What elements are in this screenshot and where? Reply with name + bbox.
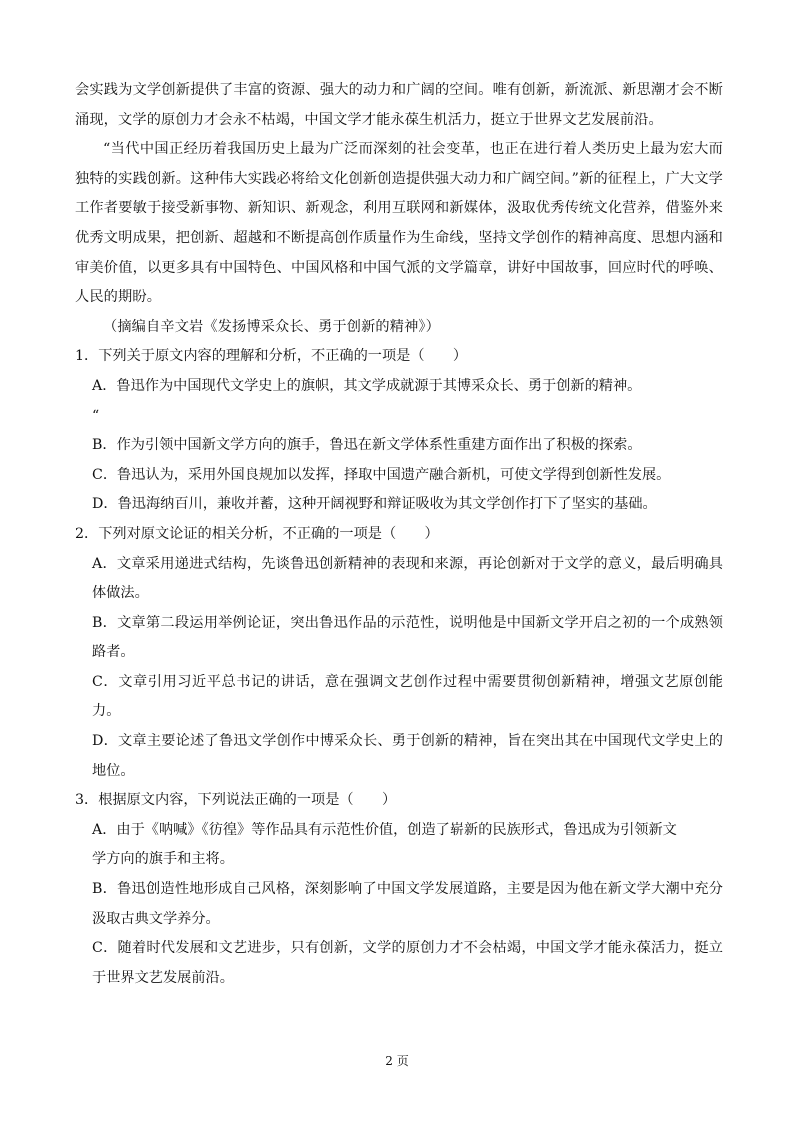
question-1-option-a: A．鲁迅作为中国现代文学史上的旗帜，其文学成就源于其博采众长、勇于创新的精神。 [92, 377, 642, 394]
body-paragraph-2: “当代中国正经历着我国历史上最为广泛而深刻的社会变革，也正在进行着人类历史上最为宏大而独特的实践创新。这种伟大实践必将给文化创新创造提供强大动力和广阔空间。”新的征程上，广大文学工作者要敏于接受新事物、新知识、新观念，利用互联网和新媒体，汲取优秀传统文化营养，借鉴外来优秀文明成果，把创新、超越和不断提高创作质量作为生命线，坚持文学创作的精神高度、思想内涵和审美价值，以更多具有中国特色、中国风格和中国气派的文学篇章，讲好中国故事，回应时代的呼唤、人民的期盼。 [75, 141, 723, 306]
question-2-title: 2．下列对原文论证的相关分析，不正确的一项是（ ） [75, 525, 439, 542]
source-citation: （摘编自辛文岩《发扬博采众长、勇于创新的精神》） [103, 318, 441, 335]
question-1-option-b: B．作为引领中国新文学方向的旗手，鲁迅在新文学体系性重建方面作出了积极的探索。 [92, 437, 642, 454]
question-1-option-d: D．鲁迅海纳百川，兼收并蓄，这种开阔视野和辩证吸收为其文学创作打下了坚实的基础。 [92, 496, 657, 513]
stray-quote-mark: “ [92, 407, 100, 424]
question-3-option-a: A．由于《呐喊》《彷徨》等作品具有示范性价值，创造了崭新的民族形式，鲁迅成为引领新文 [92, 821, 677, 838]
page-number: 2 页 [385, 1054, 409, 1068]
question-2-option-b: B．文章第二段运用举例论证，突出鲁迅作品的示范性，说明他是中国新文学开启之初的一个成熟领路者。 [92, 614, 723, 661]
question-3-option-b: B．鲁迅创造性地形成自己风格，深刻影响了中国文学发展道路，主要是因为他在新文学大潮中充分汲取古典文学养分。 [92, 881, 723, 927]
question-3-title: 3．根据原文内容，下列说法正确的一项是（ ） [75, 792, 397, 809]
body-paragraph-1: 会实践为文学创新提供了丰富的资源、强大的动力和广阔的空间。唯有创新，新流派、新思潮才会不断涌现，文学的原创力才会永不枯竭，中国文学才能永葆生机活力，挺立于世界文艺发展前沿。 [75, 82, 723, 128]
question-1-option-c: C．鲁迅认为，采用外国良规加以发挥，择取中国遗产融合新机，可使文学得到创新性发展。 [92, 466, 671, 483]
question-2-option-a: A．文章采用递进式结构，先谈鲁迅创新精神的表现和来源，再论创新对于文学的意义，最后明确具体做法。 [92, 555, 723, 602]
question-3-option-a-continued: 学方向的旗手和主将。 [92, 851, 234, 868]
question-1-title: 1．下列关于原文内容的理解和分析，不正确的一项是（ ） [75, 348, 468, 365]
question-2-option-c: C．文章引用习近平总书记的讲话，意在强调文艺创作过程中需要贯彻创新精神，增强文艺原创能力。 [92, 673, 723, 720]
question-2-option-d: D．文章主要论述了鲁迅文学创作中博采众长、勇于创新的精神，旨在突出其在中国现代文学史上的地位。 [92, 733, 723, 779]
question-3-option-c: C．随着时代发展和文艺进步，只有创新，文学的原创力才不会枯竭，中国文学才能永葆活力，挺立于世界文艺发展前沿。 [92, 940, 723, 986]
document-page [75, 76, 723, 993]
